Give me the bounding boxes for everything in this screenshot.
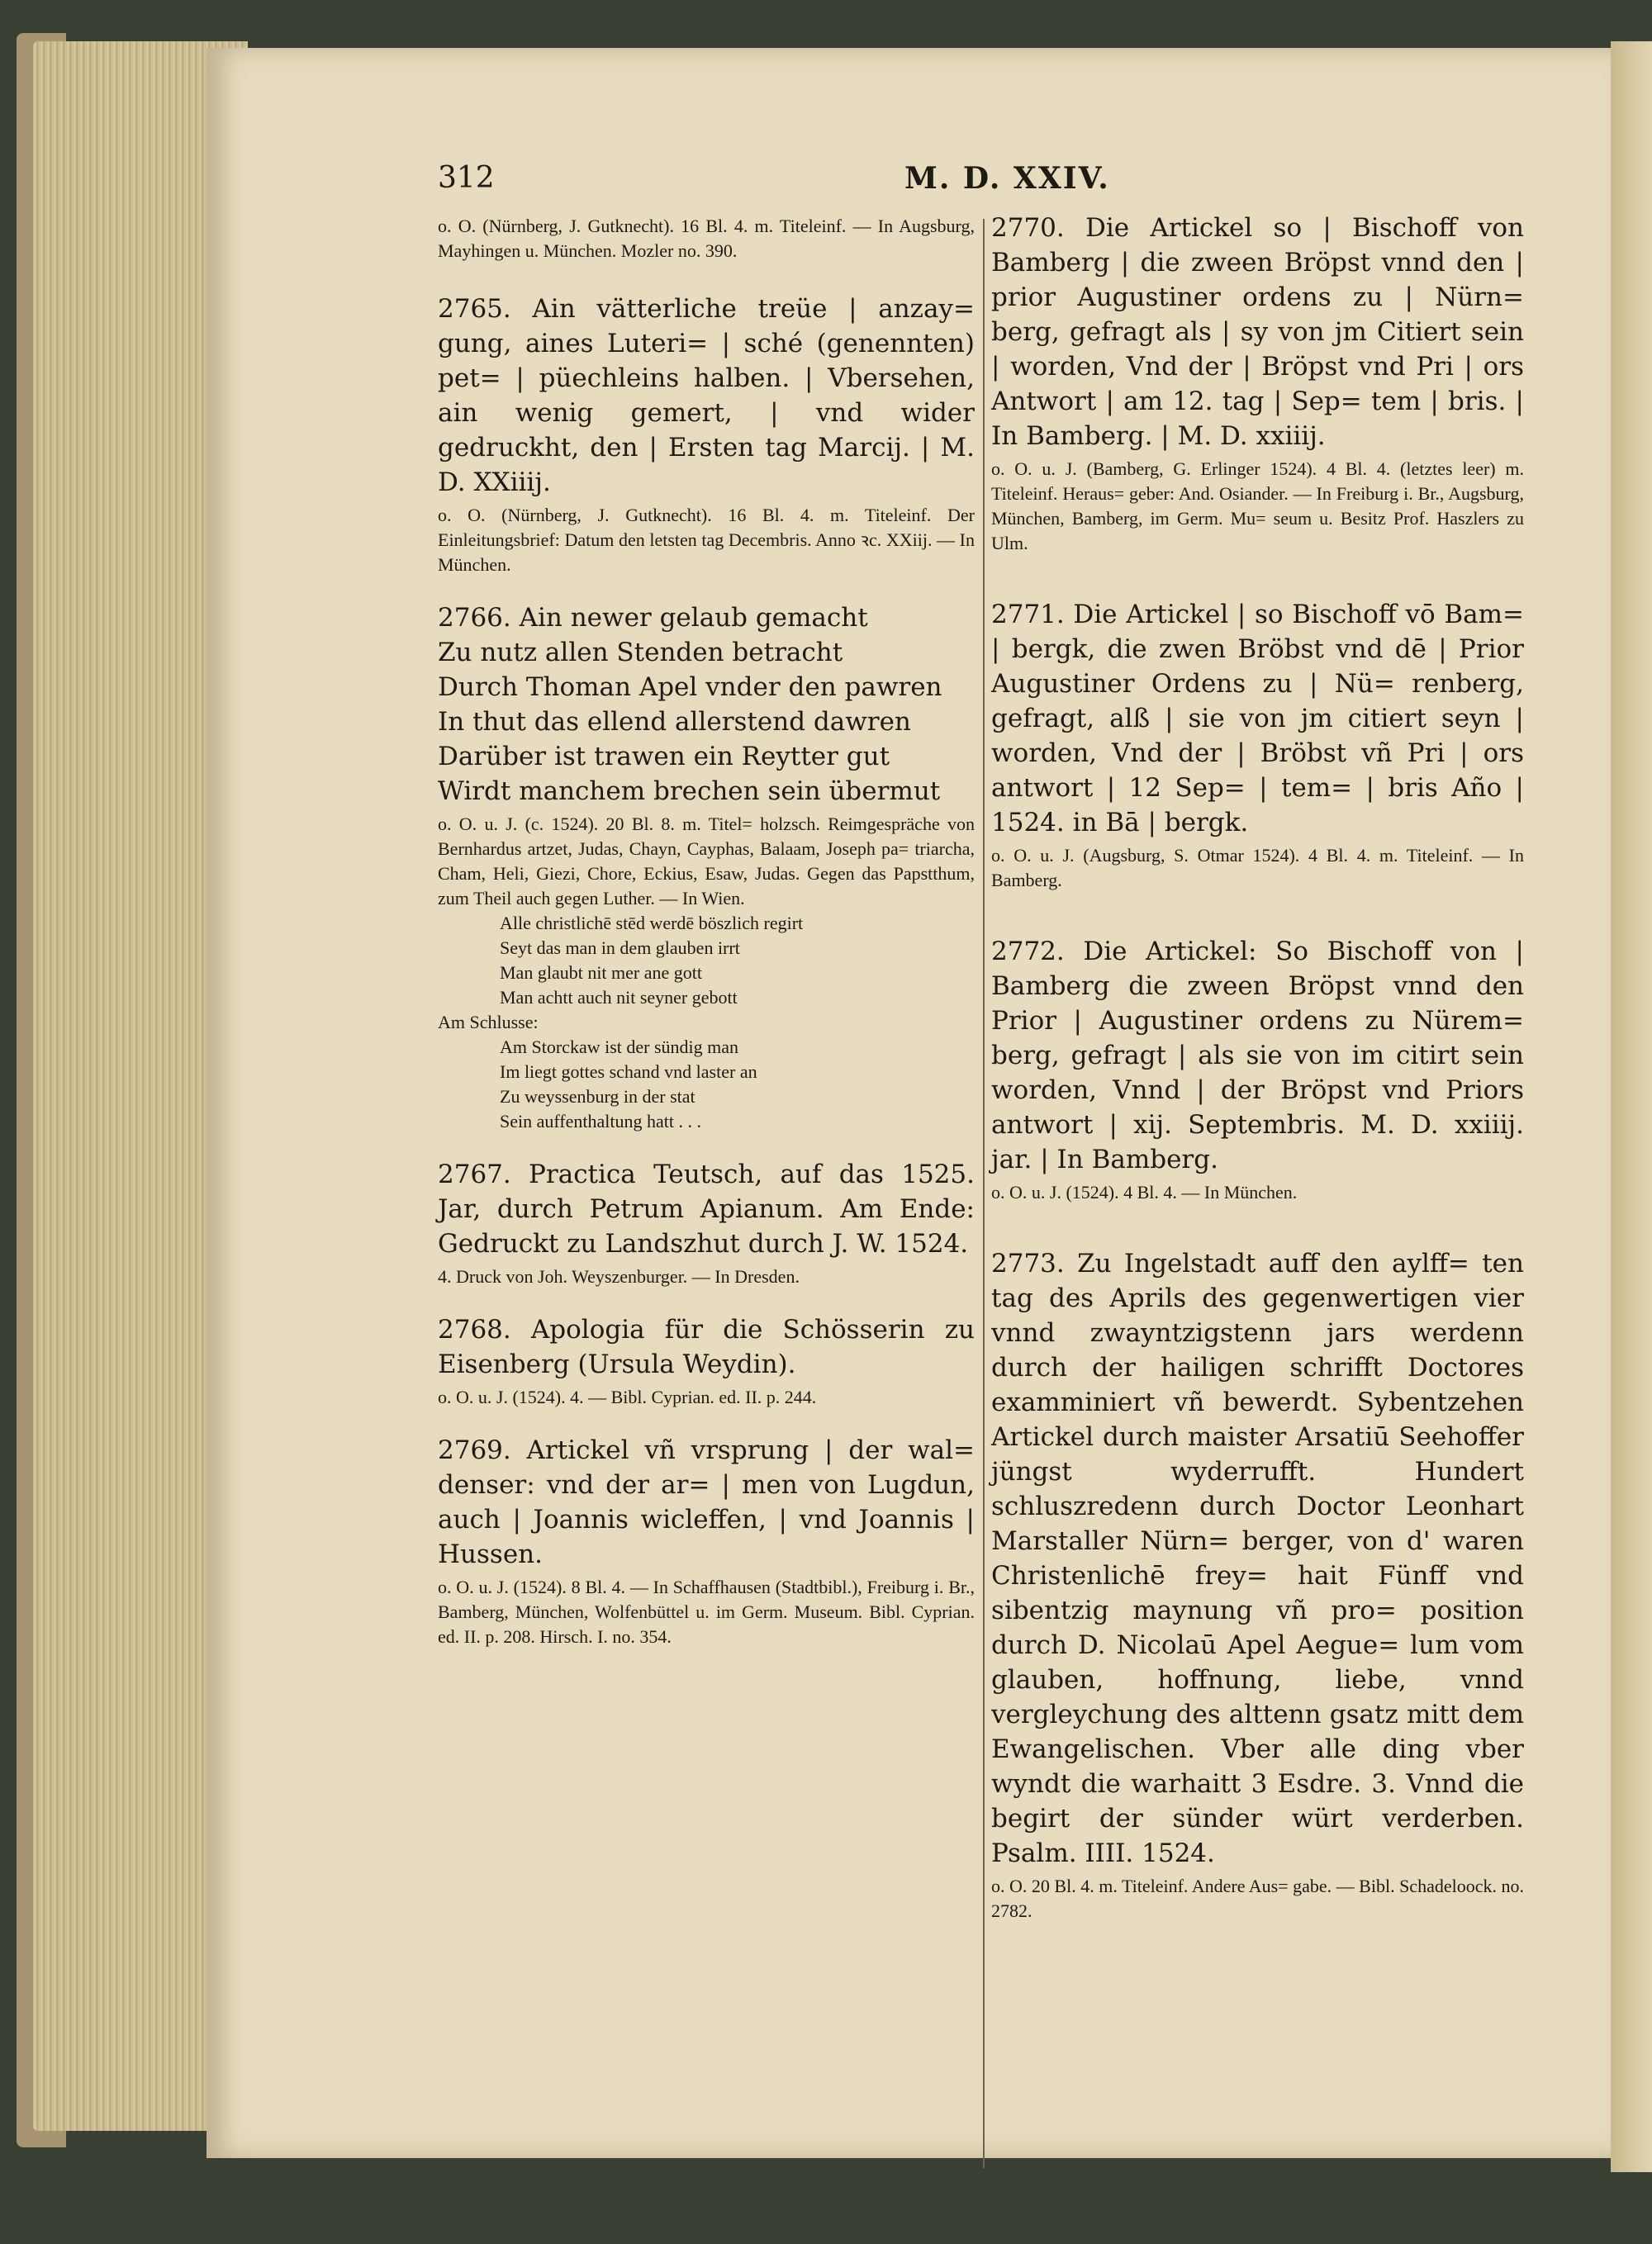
entry-2769 [438,1433,975,1649]
entry-note: o. O. u. J. (1524). 8 Bl. 4. — In Schaffhausen (Stadtbibl.), Freiburg i. Br., Bamberg, München, Wolfenbüttel u. im Germ. Museum. Bibl. Cyprian. ed. II. p. 208. Hirsch. I. no. 354. [438,1577,975,1647]
entry-title: 2770. Die Artickel so | Bischoff von Bamberg | die zween Bröpst vnnd den | prior Augustiner ordens zu | Nürn= berg, gefragt als | sy von jm Citiert sein | worden, Vnd der | Bröpst vnd Pri | ors Antwort | am 12. tag | Sep= tem | bris. | In Bamberg. | M. D. xxiiij. [991,213,1524,451]
entry-title: 2772. Die Artickel: So Bischoff von | Bamberg die zween Bröpst vnnd den Prior | Augustiner ordens zu Nürem= berg, gefragt | als sie von im citirt sein worden, Vnnd | der Bröpst vnd Priors antwort | xij. Septembris. M. D. xxiiij. jar. | In Bamberg. [991,937,1524,1174]
verse-line: 2766. Ain newer gelaub gemacht [438,603,868,633]
entry-2768 [438,1312,975,1410]
facing-page-edge [1611,41,1652,2172]
right-column [991,211,1524,1947]
running-head: M. D. XXIV. [904,161,1110,196]
entry-note: o. O. u. J. (Bamberg, G. Erlinger 1524). 4 Bl. 4. (letztes leer) m. Titeleinf. Heraus= geber: And. Osiander. — In Freiburg i. Br., Augsburg, München, Bamberg, im Germ. Mu= seum u. Besitz Prof. Haszlers zu Ulm. [991,458,1524,553]
entry-note: o. O. u. J. (c. 1524). 20 Bl. 8. m. Titel= holzsch. Reimgespräche von Bernhardus artzet, Judas, Chayn, Cayphas, Balaam, Joseph pa= triarcha, Cham, Heli, Giezi, Chore, Eckius, Esaw, Judas. Gegen das Papstthum, zum Theil auch gegen Luther. — In Wien. [438,814,975,909]
entry-title: 2768. Apologia für die Schösserin zu Eisenberg (Ursula Weydin). [438,1315,975,1379]
column-divider [983,219,985,2168]
quote-line: Am Storckaw ist der sündig man [500,1037,739,1057]
entry-note: o. O. (Nürnberg, J. Gutknecht). 16 Bl. 4. m. Titeleinf. Der Einleitungsbrief: Datum den letsten tag Decembris. Anno ꝛc. XXiij. — In München. [438,505,975,575]
entry-title: 2773. Zu Ingelstadt auff den aylff= ten tag des Aprils des gegenwertigen vier vnnd zwayntzigstenn jars werdenn durch der hailigen schrifft Doctores examminiert vñ bewerdt. Sybentzehen Artickel durch maister Arsatiū Seehoffer jüngst wyderrufft. Hundert schluszredenn durch Doctor Leonhart Marstaller Nürn= berger, von d' waren Christenlichē frey= hait Fünff vnd sibentzig maynung vñ pro= position durch D. Nicolaū Apel Aegue= lum vom glauben, hoffnung, liebe, vnnd vergleychung des alttenn gsatz mitt dem Ewangelischen. Vber alle ding vber wyndt die warhaitt 3 Esdre. 3. Vnnd die begirt der sünder würt verderben. Psalm. IIII. 1524. [991,1249,1524,1868]
quote-line: Man glaubt nit mer ane gott [500,962,702,983]
quote-line: Im liegt gottes schand vnd laster an [500,1061,757,1082]
verse-line: Durch Thoman Apel vnder den pawren [438,672,942,702]
quote-line: Man achtt auch nit seyner gebott [500,987,738,1008]
entry-2765 [438,292,975,577]
entry-continued [438,214,975,263]
entry-2771 [991,597,1524,893]
verse-line: Wirdt manchem brechen sein übermut [438,776,941,806]
entry-title: 2765. Ain vätterliche treüe | anzay= gung, aines Luteri= | sché (genennten) pet= | püechleins halben. | Vbersehen, ain wenig gemert, | vnd wider gedruckht, den | Ersten tag Marcij. | M. D. XXiiij. [438,294,975,497]
entry-2767 [438,1157,975,1289]
page-header [438,161,1611,211]
entry-note: o. O. u. J. (1524). 4 Bl. 4. — In München. [991,1182,1298,1203]
quote-line: Alle christlichē stēd werdē böszlich regirt [500,913,804,933]
quote-block [438,911,975,1134]
quote-line: Zu weyssenburg in der stat [500,1086,695,1107]
entry-title-verse [438,600,975,809]
verse-line: Darüber ist trawen ein Reytter gut [438,742,890,771]
entry-2766 [438,600,975,1134]
quote-line: Sein auffenthaltung hatt . . . [500,1111,701,1131]
entry-title: 2767. Practica Teutsch, auf das 1525. Jar, durch Petrum Apianum. Am Ende: Gedruckt zu Landszhut durch J. W. 1524. [438,1160,975,1259]
entry-note: 4. Druck von Joh. Weyszenburger. — In Dresden. [438,1266,800,1287]
verse-line: Zu nutz allen Stenden betracht [438,638,843,667]
entry-note: o. O. 20 Bl. 4. m. Titeleinf. Andere Aus= gabe. — Bibl. Schadeloock. no. 2782. [991,1876,1524,1921]
page-number: 312 [438,161,495,195]
verse-line: In thut das ellend allerstend dawren [438,707,911,737]
quote-label: Am Schlusse: [438,1012,539,1032]
entry-note: o. O. u. J. (1524). 4. — Bibl. Cyprian. ed. II. p. 244. [438,1387,817,1407]
entry-title: 2771. Die Artickel | so Bischoff vō Bam= | bergk, die zwen Bröbst vnd dē | Prior Augustiner Ordens zu | Nü= renberg, gefragt, alß | sie von jm citiert seyn | worden, Vnd der | Bröbst vñ Pri | ors antwort | 12 Sep= | tem= | bris Año | 1524. in Bā | bergk. [991,600,1524,837]
entry-2773 [991,1246,1524,1924]
left-column [438,211,975,1672]
quote-line: Seyt das man in dem glauben irrt [500,937,740,958]
entry-2772 [991,934,1524,1205]
entry-title: 2769. Artickel vñ vrsprung | der wal= denser: vnd der ar= | men von Lugdun, auch | Joannis wicleffen, | vnd Joannis | Hussen. [438,1435,975,1569]
entry-note: o. O. u. J. (Augsburg, S. Otmar 1524). 4 Bl. 4. m. Titeleinf. — In Bamberg. [991,845,1524,890]
entry-2770 [991,211,1524,556]
entry-note: o. O. (Nürnberg, J. Gutknecht). 16 Bl. 4. m. Titeleinf. — In Augsburg, Mayhingen u. München. Mozler no. 390. [438,216,975,261]
